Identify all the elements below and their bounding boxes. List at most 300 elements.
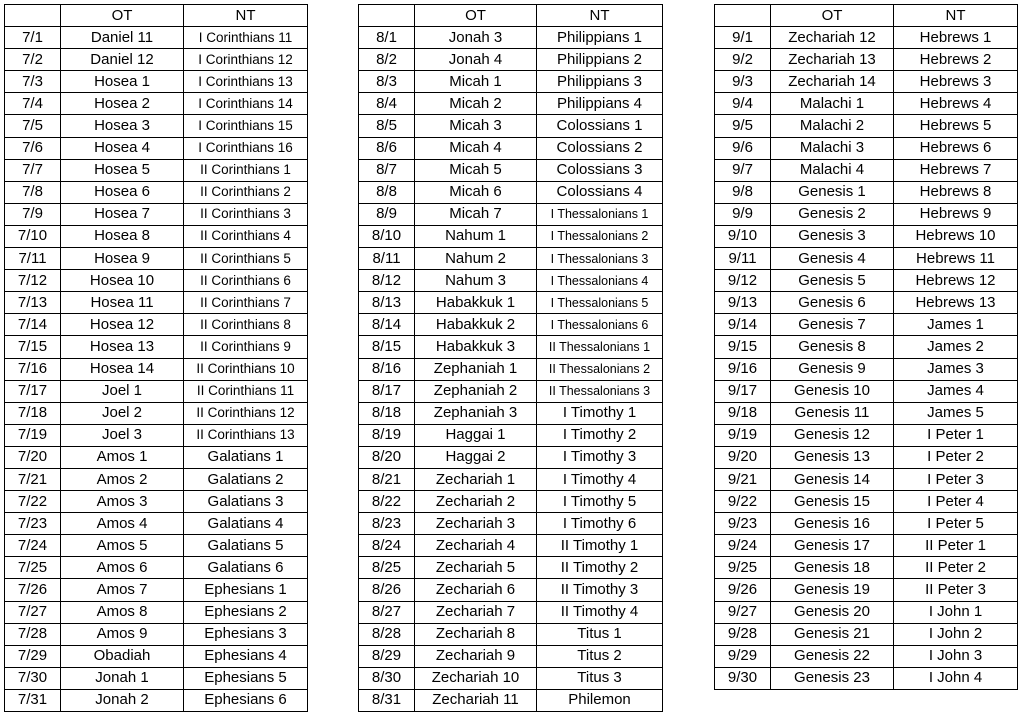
table-row [715, 336, 1018, 358]
reading-table-july [4, 4, 308, 712]
ot-cell: Hosea 6 [61, 181, 184, 203]
header-nt: NT [184, 5, 308, 27]
nt-cell: II Corinthians 3 [184, 203, 308, 225]
nt-cell: II Thessalonians 3 [537, 380, 663, 402]
nt-cell: Philippians 4 [537, 93, 663, 115]
ot-cell: Hosea 7 [61, 203, 184, 225]
nt-cell: James 3 [894, 358, 1018, 380]
date-cell: 8/16 [359, 358, 415, 380]
date-cell: 9/18 [715, 402, 771, 424]
ot-cell: Micah 4 [415, 137, 537, 159]
date-cell: 7/19 [5, 424, 61, 446]
nt-cell: II Timothy 4 [537, 601, 663, 623]
nt-cell: I Corinthians 15 [184, 115, 308, 137]
table-row [5, 336, 308, 358]
table-row [5, 380, 308, 402]
nt-cell: II Timothy 1 [537, 535, 663, 557]
header-date [5, 5, 61, 27]
date-cell: 8/3 [359, 71, 415, 93]
ot-cell: Genesis 16 [771, 513, 894, 535]
nt-cell: Hebrews 1 [894, 27, 1018, 49]
ot-cell: Genesis 3 [771, 225, 894, 247]
table-row [715, 93, 1018, 115]
ot-cell: Genesis 13 [771, 446, 894, 468]
ot-cell: Micah 5 [415, 159, 537, 181]
ot-cell: Zechariah 9 [415, 645, 537, 667]
ot-cell: Hosea 4 [61, 137, 184, 159]
ot-cell: Daniel 11 [61, 27, 184, 49]
date-cell: 9/19 [715, 424, 771, 446]
table-row [715, 513, 1018, 535]
table-row [359, 336, 663, 358]
table-row [715, 358, 1018, 380]
table-row [359, 93, 663, 115]
nt-cell: James 4 [894, 380, 1018, 402]
ot-cell: Joel 3 [61, 424, 184, 446]
table-row [5, 248, 308, 270]
reading-table-september [714, 4, 1018, 690]
header-nt: NT [894, 5, 1018, 27]
ot-cell: Zechariah 8 [415, 623, 537, 645]
date-cell: 9/16 [715, 358, 771, 380]
date-cell: 7/29 [5, 645, 61, 667]
ot-cell: Amos 8 [61, 601, 184, 623]
ot-cell: Hosea 1 [61, 71, 184, 93]
nt-cell: Colossians 1 [537, 115, 663, 137]
nt-cell: II Timothy 3 [537, 579, 663, 601]
ot-cell: Hosea 10 [61, 270, 184, 292]
ot-cell: Hosea 3 [61, 115, 184, 137]
ot-cell: Amos 4 [61, 513, 184, 535]
ot-cell: Genesis 15 [771, 491, 894, 513]
date-cell: 9/13 [715, 292, 771, 314]
table-row [359, 424, 663, 446]
table-row [5, 557, 308, 579]
table-row [5, 601, 308, 623]
nt-cell: I Corinthians 16 [184, 137, 308, 159]
date-cell: 9/11 [715, 248, 771, 270]
nt-cell: I John 1 [894, 601, 1018, 623]
date-cell: 7/14 [5, 314, 61, 336]
table-row [359, 270, 663, 292]
table-row [359, 159, 663, 181]
ot-cell: Genesis 7 [771, 314, 894, 336]
ot-cell: Genesis 9 [771, 358, 894, 380]
date-cell: 7/1 [5, 27, 61, 49]
ot-cell: Micah 2 [415, 93, 537, 115]
nt-cell: II Corinthians 12 [184, 402, 308, 424]
nt-cell: Philippians 3 [537, 71, 663, 93]
nt-cell: Galatians 5 [184, 535, 308, 557]
date-cell: 8/17 [359, 380, 415, 402]
table-body [5, 27, 308, 712]
table-row [715, 579, 1018, 601]
date-cell: 9/27 [715, 601, 771, 623]
table-row [715, 270, 1018, 292]
nt-cell: II Corinthians 2 [184, 181, 308, 203]
nt-cell: II Thessalonians 1 [537, 336, 663, 358]
nt-cell: Hebrews 8 [894, 181, 1018, 203]
nt-cell: Hebrews 4 [894, 93, 1018, 115]
table-row [5, 424, 308, 446]
nt-cell: Galatians 6 [184, 557, 308, 579]
date-cell: 8/11 [359, 248, 415, 270]
table-row [359, 557, 663, 579]
ot-cell: Malachi 1 [771, 93, 894, 115]
nt-cell: II Corinthians 1 [184, 159, 308, 181]
ot-cell: Amos 3 [61, 491, 184, 513]
ot-cell: Zechariah 7 [415, 601, 537, 623]
ot-cell: Malachi 2 [771, 115, 894, 137]
date-cell: 8/7 [359, 159, 415, 181]
table-row [5, 71, 308, 93]
nt-cell: I John 3 [894, 645, 1018, 667]
date-cell: 9/7 [715, 159, 771, 181]
ot-cell: Genesis 11 [771, 402, 894, 424]
date-cell: 7/10 [5, 225, 61, 247]
ot-cell: Amos 6 [61, 557, 184, 579]
date-cell: 7/16 [5, 358, 61, 380]
date-cell: 7/20 [5, 446, 61, 468]
date-cell: 7/18 [5, 402, 61, 424]
date-cell: 9/5 [715, 115, 771, 137]
nt-cell: II Corinthians 11 [184, 380, 308, 402]
ot-cell: Zephaniah 2 [415, 380, 537, 402]
table-row [5, 446, 308, 468]
nt-cell: II Peter 3 [894, 579, 1018, 601]
table-row [715, 446, 1018, 468]
table-row [359, 468, 663, 490]
date-cell: 9/3 [715, 71, 771, 93]
ot-cell: Zechariah 5 [415, 557, 537, 579]
date-cell: 7/27 [5, 601, 61, 623]
ot-cell: Genesis 18 [771, 557, 894, 579]
table-row [359, 645, 663, 667]
date-cell: 7/26 [5, 579, 61, 601]
nt-cell: Titus 2 [537, 645, 663, 667]
table-row [715, 159, 1018, 181]
nt-cell: Titus 3 [537, 667, 663, 689]
date-cell: 8/1 [359, 27, 415, 49]
table-row [359, 358, 663, 380]
nt-cell: I Timothy 1 [537, 402, 663, 424]
nt-cell: I Peter 1 [894, 424, 1018, 446]
table-row [359, 248, 663, 270]
date-cell: 7/21 [5, 468, 61, 490]
table-row [5, 270, 308, 292]
date-cell: 8/9 [359, 203, 415, 225]
nt-cell: Colossians 3 [537, 159, 663, 181]
table-row [5, 115, 308, 137]
header-date [715, 5, 771, 27]
nt-cell: I Timothy 6 [537, 513, 663, 535]
table-row [359, 225, 663, 247]
table-row [715, 424, 1018, 446]
ot-cell: Nahum 3 [415, 270, 537, 292]
date-cell: 9/20 [715, 446, 771, 468]
table-row [715, 71, 1018, 93]
table-row [5, 49, 308, 71]
nt-cell: Galatians 1 [184, 446, 308, 468]
ot-cell: Haggai 2 [415, 446, 537, 468]
nt-cell: James 2 [894, 336, 1018, 358]
ot-cell: Genesis 5 [771, 270, 894, 292]
nt-cell: I Corinthians 14 [184, 93, 308, 115]
ot-cell: Genesis 23 [771, 667, 894, 689]
ot-cell: Habakkuk 3 [415, 336, 537, 358]
table-row [359, 27, 663, 49]
nt-cell: II Corinthians 8 [184, 314, 308, 336]
table-row [359, 623, 663, 645]
ot-cell: Habakkuk 1 [415, 292, 537, 314]
table-row [359, 601, 663, 623]
table-row [359, 689, 663, 711]
nt-cell: I Peter 3 [894, 468, 1018, 490]
table-row [715, 557, 1018, 579]
ot-cell: Malachi 3 [771, 137, 894, 159]
nt-cell: Colossians 2 [537, 137, 663, 159]
date-cell: 7/30 [5, 667, 61, 689]
ot-cell: Amos 7 [61, 579, 184, 601]
date-cell: 9/15 [715, 336, 771, 358]
date-cell: 8/14 [359, 314, 415, 336]
date-cell: 9/4 [715, 93, 771, 115]
table-row [715, 181, 1018, 203]
date-cell: 9/2 [715, 49, 771, 71]
nt-cell: II Corinthians 9 [184, 336, 308, 358]
nt-cell: I Timothy 4 [537, 468, 663, 490]
date-cell: 7/8 [5, 181, 61, 203]
table-body [715, 27, 1018, 690]
table-row [359, 446, 663, 468]
table-row [5, 137, 308, 159]
nt-cell: Philippians 2 [537, 49, 663, 71]
date-cell: 7/6 [5, 137, 61, 159]
nt-cell: II Peter 1 [894, 535, 1018, 557]
ot-cell: Genesis 10 [771, 380, 894, 402]
table-row [715, 203, 1018, 225]
table-row [5, 689, 308, 711]
header-row [715, 5, 1018, 27]
ot-cell: Genesis 14 [771, 468, 894, 490]
ot-cell: Genesis 12 [771, 424, 894, 446]
ot-cell: Jonah 1 [61, 667, 184, 689]
ot-cell: Obadiah [61, 645, 184, 667]
ot-cell: Zechariah 3 [415, 513, 537, 535]
header-row [5, 5, 308, 27]
nt-cell: Hebrews 6 [894, 137, 1018, 159]
header-nt: NT [537, 5, 663, 27]
date-cell: 7/31 [5, 689, 61, 711]
ot-cell: Hosea 13 [61, 336, 184, 358]
table-row [359, 203, 663, 225]
date-cell: 8/12 [359, 270, 415, 292]
table-row [715, 115, 1018, 137]
table-row [5, 468, 308, 490]
nt-cell: Philippians 1 [537, 27, 663, 49]
ot-cell: Hosea 9 [61, 248, 184, 270]
table-row [359, 181, 663, 203]
date-cell: 9/24 [715, 535, 771, 557]
date-cell: 8/22 [359, 491, 415, 513]
table-row [5, 579, 308, 601]
date-cell: 9/30 [715, 667, 771, 689]
table-row [5, 93, 308, 115]
table-row [715, 601, 1018, 623]
table-row [359, 314, 663, 336]
nt-cell: Hebrews 10 [894, 225, 1018, 247]
ot-cell: Genesis 20 [771, 601, 894, 623]
date-cell: 8/21 [359, 468, 415, 490]
date-cell: 8/26 [359, 579, 415, 601]
nt-cell: Galatians 3 [184, 491, 308, 513]
nt-cell: I Timothy 2 [537, 424, 663, 446]
table-row [5, 623, 308, 645]
date-cell: 7/2 [5, 49, 61, 71]
ot-cell: Zechariah 2 [415, 491, 537, 513]
ot-cell: Zechariah 13 [771, 49, 894, 71]
ot-cell: Habakkuk 2 [415, 314, 537, 336]
nt-cell: II Thessalonians 2 [537, 358, 663, 380]
ot-cell: Haggai 1 [415, 424, 537, 446]
nt-cell: Hebrews 11 [894, 248, 1018, 270]
date-cell: 8/20 [359, 446, 415, 468]
date-cell: 8/27 [359, 601, 415, 623]
nt-cell: I Thessalonians 1 [537, 203, 663, 225]
date-cell: 9/8 [715, 181, 771, 203]
ot-cell: Malachi 4 [771, 159, 894, 181]
nt-cell: II Corinthians 7 [184, 292, 308, 314]
date-cell: 7/25 [5, 557, 61, 579]
nt-cell: Ephesians 2 [184, 601, 308, 623]
table-row [5, 358, 308, 380]
table-row [715, 137, 1018, 159]
table-row [5, 491, 308, 513]
date-cell: 7/7 [5, 159, 61, 181]
table-row [359, 380, 663, 402]
nt-cell: I Peter 4 [894, 491, 1018, 513]
nt-cell: I Thessalonians 6 [537, 314, 663, 336]
table-row [5, 402, 308, 424]
table-row [5, 513, 308, 535]
ot-cell: Genesis 21 [771, 623, 894, 645]
date-cell: 9/28 [715, 623, 771, 645]
ot-cell: Zechariah 11 [415, 689, 537, 711]
ot-cell: Genesis 19 [771, 579, 894, 601]
nt-cell: James 1 [894, 314, 1018, 336]
date-cell: 9/22 [715, 491, 771, 513]
ot-cell: Hosea 14 [61, 358, 184, 380]
table-row [715, 535, 1018, 557]
table-row [5, 535, 308, 557]
nt-cell: II Corinthians 6 [184, 270, 308, 292]
ot-cell: Micah 7 [415, 203, 537, 225]
date-cell: 7/12 [5, 270, 61, 292]
nt-cell: I Peter 5 [894, 513, 1018, 535]
ot-cell: Amos 9 [61, 623, 184, 645]
date-cell: 7/5 [5, 115, 61, 137]
nt-cell: I Peter 2 [894, 446, 1018, 468]
date-cell: 8/10 [359, 225, 415, 247]
date-cell: 8/6 [359, 137, 415, 159]
date-cell: 9/9 [715, 203, 771, 225]
nt-cell: I Thessalonians 5 [537, 292, 663, 314]
nt-cell: James 5 [894, 402, 1018, 424]
date-cell: 7/13 [5, 292, 61, 314]
ot-cell: Joel 2 [61, 402, 184, 424]
date-cell: 7/4 [5, 93, 61, 115]
nt-cell: Titus 1 [537, 623, 663, 645]
table-row [359, 137, 663, 159]
date-cell: 8/4 [359, 93, 415, 115]
nt-cell: I Thessalonians 3 [537, 248, 663, 270]
ot-cell: Zephaniah 3 [415, 402, 537, 424]
nt-cell: Hebrews 13 [894, 292, 1018, 314]
header-date [359, 5, 415, 27]
nt-cell: I Corinthians 13 [184, 71, 308, 93]
ot-cell: Hosea 8 [61, 225, 184, 247]
ot-cell: Jonah 3 [415, 27, 537, 49]
table-row [5, 159, 308, 181]
table-row [359, 579, 663, 601]
table-row [715, 292, 1018, 314]
ot-cell: Hosea 5 [61, 159, 184, 181]
ot-cell: Zechariah 14 [771, 71, 894, 93]
table-body [359, 27, 663, 712]
date-cell: 9/14 [715, 314, 771, 336]
ot-cell: Genesis 22 [771, 645, 894, 667]
ot-cell: Zechariah 6 [415, 579, 537, 601]
ot-cell: Zechariah 12 [771, 27, 894, 49]
date-cell: 9/29 [715, 645, 771, 667]
ot-cell: Genesis 8 [771, 336, 894, 358]
table-row [5, 203, 308, 225]
ot-cell: Genesis 6 [771, 292, 894, 314]
ot-cell: Jonah 2 [61, 689, 184, 711]
ot-cell: Micah 1 [415, 71, 537, 93]
date-cell: 8/24 [359, 535, 415, 557]
table-row [715, 49, 1018, 71]
date-cell: 8/15 [359, 336, 415, 358]
ot-cell: Hosea 2 [61, 93, 184, 115]
nt-cell: II Timothy 2 [537, 557, 663, 579]
date-cell: 8/31 [359, 689, 415, 711]
ot-cell: Micah 3 [415, 115, 537, 137]
table-row [359, 115, 663, 137]
date-cell: 8/18 [359, 402, 415, 424]
table-row [715, 248, 1018, 270]
ot-cell: Genesis 4 [771, 248, 894, 270]
nt-cell: II Corinthians 4 [184, 225, 308, 247]
ot-cell: Zechariah 1 [415, 468, 537, 490]
ot-cell: Amos 2 [61, 468, 184, 490]
nt-cell: Hebrews 5 [894, 115, 1018, 137]
nt-cell: I Thessalonians 2 [537, 225, 663, 247]
date-cell: 9/1 [715, 27, 771, 49]
date-cell: 7/23 [5, 513, 61, 535]
nt-cell: Ephesians 1 [184, 579, 308, 601]
table-row [5, 181, 308, 203]
table-row [715, 380, 1018, 402]
nt-cell: I John 2 [894, 623, 1018, 645]
table-row [359, 49, 663, 71]
date-cell: 9/21 [715, 468, 771, 490]
ot-cell: Genesis 17 [771, 535, 894, 557]
date-cell: 8/28 [359, 623, 415, 645]
table-row [359, 491, 663, 513]
date-cell: 9/17 [715, 380, 771, 402]
date-cell: 7/28 [5, 623, 61, 645]
